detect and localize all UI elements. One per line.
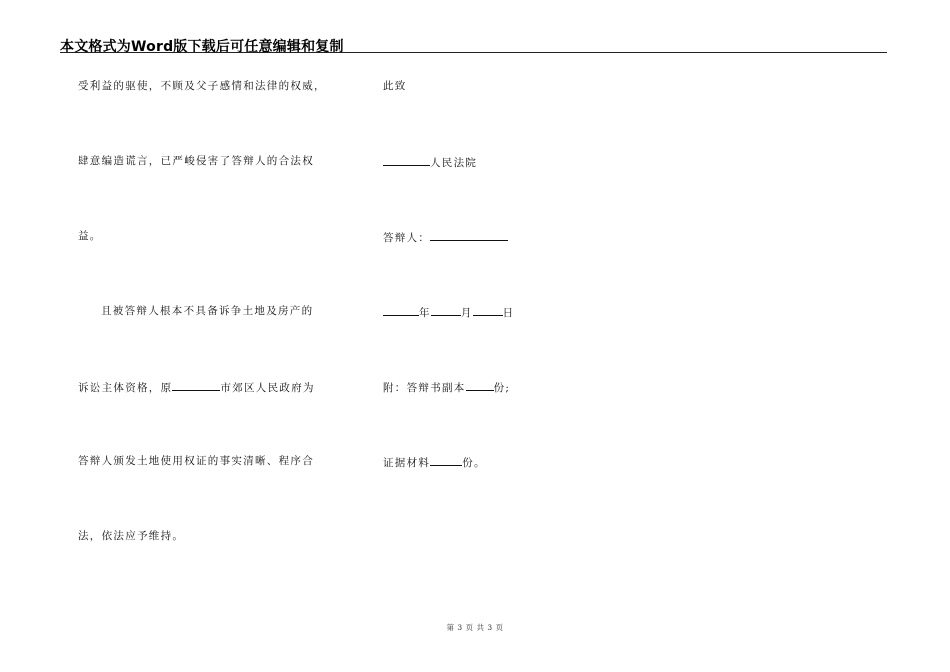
body-line-5-before: 诉讼主体资格，原 xyxy=(78,382,173,394)
respondent-line xyxy=(383,229,508,245)
day-blank xyxy=(473,304,503,316)
header-divider xyxy=(60,52,887,53)
attachment-line xyxy=(383,379,510,395)
evidence-line xyxy=(383,454,486,470)
copies-blank xyxy=(466,379,494,391)
attachment-suffix: 份; xyxy=(493,382,511,394)
body-line-6: 答辩人颁发土地使用权证的事实清晰、程序合 xyxy=(78,455,314,467)
city-blank xyxy=(172,379,220,391)
body-line-3: 益。 xyxy=(78,230,102,242)
greeting: 此致 xyxy=(383,80,407,92)
respondent-label: 答辩人： xyxy=(383,232,431,244)
day-label: 日 xyxy=(502,307,515,319)
evidence-suffix: 份。 xyxy=(462,457,486,469)
month-blank xyxy=(431,304,461,316)
body-line-4: 且被答辩人根本不具备诉争土地及房产的 xyxy=(101,305,314,317)
year-blank xyxy=(383,304,419,316)
evidence-prefix: 证据材料 xyxy=(383,457,431,469)
body-line-5 xyxy=(78,379,315,395)
court-line xyxy=(383,154,477,170)
respondent-blank xyxy=(430,229,508,241)
body-line-7: 法，依法应予维持。 xyxy=(78,530,185,542)
month-label: 月 xyxy=(460,307,473,319)
court-suffix: 人民法院 xyxy=(430,157,478,169)
date-line xyxy=(383,304,514,320)
page-number: 第 3 页 共 3 页 xyxy=(446,623,504,632)
year-label: 年 xyxy=(419,307,431,319)
body-line-1: 受利益的驱使，不顾及父子感情和法律的权威， xyxy=(78,80,326,92)
header-title: 本文格式为Word版下载后可任意编辑和复制 xyxy=(60,39,344,55)
evidence-blank xyxy=(430,454,462,466)
body-line-5-after: 市郊区人民政府为 xyxy=(220,382,315,394)
attachment-prefix: 附：答辩书副本 xyxy=(383,382,466,394)
court-name-blank xyxy=(383,154,430,166)
body-line-2: 肆意编造谎言，已严峻侵害了答辩人的合法权 xyxy=(78,155,314,167)
